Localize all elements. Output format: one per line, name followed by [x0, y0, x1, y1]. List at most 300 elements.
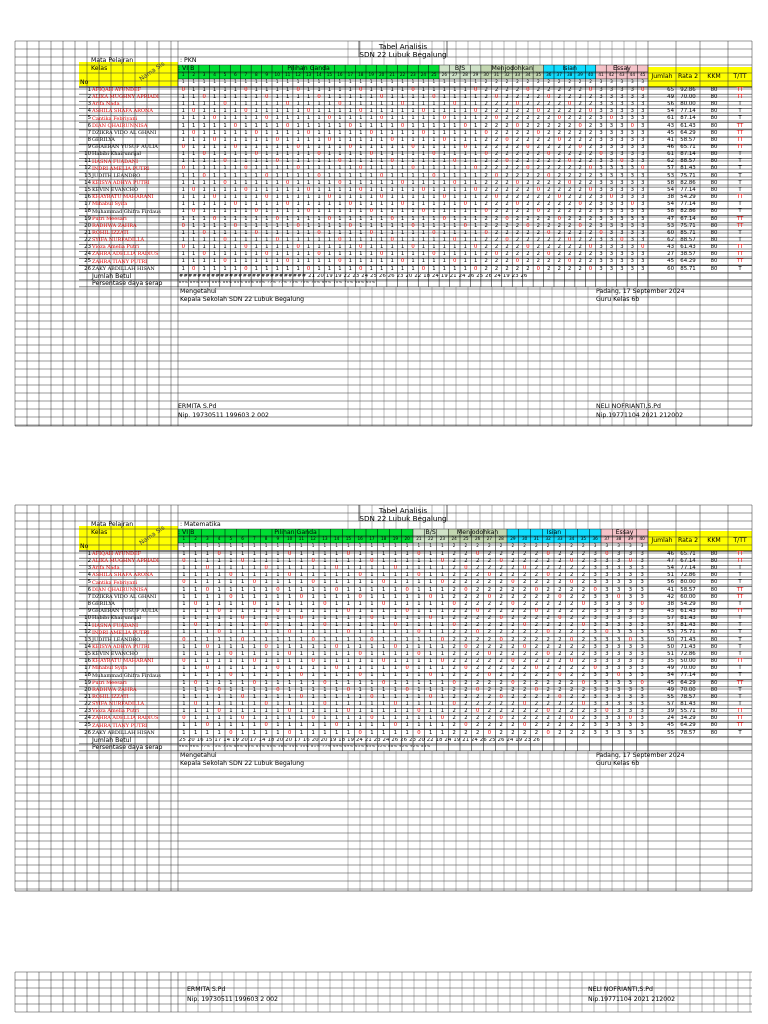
item-score: 1 [411, 122, 415, 129]
item-score: 3 [640, 665, 644, 672]
item-score: 1 [240, 722, 245, 729]
item-score: 1 [428, 557, 433, 564]
student-ket: T [738, 236, 742, 243]
item-score: 1 [223, 222, 227, 229]
item-score: 3 [641, 115, 645, 122]
item-score: 3 [630, 108, 634, 115]
mapel-label: Mata Pelajran [91, 57, 134, 64]
item-score: 1 [254, 115, 258, 122]
item-score: 1 [421, 151, 426, 158]
question-number: 24 [420, 72, 427, 77]
item-score: 2 [484, 179, 488, 186]
student-ket: TT [736, 722, 744, 729]
item-score: 1 [306, 194, 311, 201]
item-score: 1 [306, 93, 311, 100]
item-score: 1 [299, 708, 304, 715]
answer-key: 1 [206, 543, 209, 548]
item-score: 1 [306, 158, 311, 165]
item-score: 3 [609, 108, 614, 115]
item-score: 2 [558, 572, 562, 579]
item-score: 0 [205, 565, 210, 572]
item-score: 1 [380, 86, 384, 93]
item-score: 0 [411, 165, 415, 172]
item-score: 1 [338, 251, 342, 258]
item-score: 1 [405, 593, 409, 600]
item-score: 0 [334, 643, 339, 650]
item-score: 2 [464, 686, 468, 693]
item-score: 1 [244, 144, 248, 150]
item-score: 0 [405, 608, 409, 614]
item-score: 1 [417, 557, 421, 564]
item-score: 0 [381, 600, 386, 607]
item-score: 0 [475, 686, 480, 693]
item-score: 2 [505, 222, 509, 229]
item-score: 1 [411, 158, 415, 165]
question-number: 6 [234, 72, 237, 77]
item-score: 0 [616, 593, 621, 600]
item-score: 1 [306, 115, 311, 122]
item-score: 2 [475, 722, 480, 729]
item-score: 1 [276, 600, 280, 607]
item-score: 1 [306, 86, 311, 93]
item-score: 2 [588, 208, 593, 215]
item-score: 1 [217, 679, 221, 686]
item-score: 1 [217, 658, 221, 665]
item-score: 3 [641, 93, 645, 100]
item-score: 1 [405, 636, 409, 643]
answer-key: 1 [288, 543, 291, 548]
item-score: 1 [338, 186, 342, 193]
item-score: 1 [428, 708, 433, 715]
item-score: 0 [609, 194, 614, 201]
item-score: 0 [244, 86, 248, 93]
item-score: 1 [463, 101, 467, 108]
guru-kelas: Guru Kelas 6b [596, 295, 640, 303]
item-score: 0 [505, 136, 509, 143]
item-score: 1 [182, 593, 186, 600]
item-score: 0 [464, 643, 468, 650]
item-score: 1 [421, 179, 426, 186]
item-score: 1 [381, 665, 386, 672]
item-score: 1 [229, 665, 233, 672]
item-score: 1 [252, 708, 257, 715]
student-kkm: 80 [710, 251, 718, 258]
item-score: 1 [254, 179, 258, 186]
item-score: 1 [254, 108, 258, 115]
student-jumlah: 46 [667, 144, 674, 150]
item-score: 0 [453, 101, 457, 108]
item-score: 0 [287, 629, 292, 636]
item-score: 1 [233, 244, 238, 251]
item-score: 1 [334, 679, 339, 686]
question-number: 1 [181, 72, 185, 77]
item-score: 1 [442, 222, 446, 229]
item-score: 1 [205, 593, 210, 600]
student-kkm: 80 [710, 572, 718, 579]
student-ket: T [738, 693, 742, 700]
answer-key: 1 [229, 543, 233, 548]
item-score: 1 [323, 665, 327, 672]
student-rata: 87.14 [680, 151, 696, 158]
item-score: 1 [275, 122, 279, 129]
item-score: 1 [432, 108, 436, 115]
item-score: 3 [599, 172, 603, 179]
item-score: 1 [265, 179, 269, 186]
item-score: 3 [605, 586, 609, 593]
item-score: 1 [205, 615, 210, 622]
answer-key: 1 [463, 79, 467, 84]
item-score: 1 [286, 144, 290, 150]
item-score: 1 [192, 86, 196, 93]
item-score: 1 [463, 158, 467, 165]
item-score: 0 [212, 115, 217, 122]
item-score: 0 [286, 258, 290, 265]
item-score: 3 [620, 93, 624, 100]
student-kkm: 80 [710, 93, 718, 100]
item-score: 0 [494, 93, 499, 100]
item-score: 2 [484, 236, 488, 243]
answer-key: 3 [605, 543, 609, 548]
item-score: 2 [588, 151, 593, 158]
item-score: 1 [286, 208, 290, 215]
item-score: 0 [536, 108, 540, 115]
item-score: 1 [428, 586, 433, 593]
item-score: 1 [453, 251, 457, 258]
item-score: 2 [499, 565, 503, 572]
question-number: 37 [604, 536, 610, 541]
item-score: 1 [296, 201, 300, 208]
student-jumlah: 62 [667, 158, 674, 165]
item-score: 2 [484, 108, 488, 115]
item-score: 3 [616, 608, 621, 614]
item-score: 3 [599, 222, 603, 229]
item-score: 1 [338, 115, 342, 122]
item-score: 1 [182, 708, 186, 715]
item-score: 1 [348, 186, 352, 193]
kkm-header: KKM [707, 537, 721, 544]
item-score: 2 [534, 629, 539, 636]
student-jumlah: 49 [667, 686, 674, 693]
student-rata: 38.57 [680, 251, 696, 258]
item-score: 1 [202, 179, 206, 186]
item-score: 0 [440, 579, 445, 586]
student-name: Arifa Nada [92, 565, 120, 572]
item-score: 3 [628, 579, 633, 586]
item-score: 0 [432, 229, 436, 236]
item-score: 1 [252, 715, 257, 722]
item-score: 0 [359, 108, 363, 115]
item-score: 1 [338, 151, 342, 158]
item-score: 1 [299, 579, 304, 586]
student-name: Habibi Khairunrijal [92, 151, 142, 158]
student-ket: T [738, 600, 742, 607]
item-score: 1 [327, 222, 332, 229]
question-number: 39 [577, 72, 583, 77]
student-rata: 67.14 [680, 557, 696, 564]
item-score: 1 [212, 229, 217, 236]
item-score: 2 [568, 265, 572, 272]
item-score: 2 [557, 165, 561, 172]
question-number: 12 [295, 72, 301, 77]
item-score: 1 [192, 194, 196, 201]
item-score: 1 [311, 665, 315, 672]
item-score: 1 [264, 636, 268, 643]
item-score: 1 [381, 686, 386, 693]
question-number: 20 [378, 72, 385, 77]
item-score: 1 [440, 593, 445, 600]
answer-key: 1 [348, 79, 352, 84]
item-score: 1 [428, 643, 433, 650]
item-score: 1 [334, 572, 339, 579]
question-number: 13 [305, 72, 312, 77]
item-score: 2 [511, 665, 515, 672]
item-score: 3 [630, 179, 634, 186]
item-score: 2 [499, 700, 503, 707]
item-score: 0 [578, 222, 582, 229]
item-score: 1 [453, 122, 457, 129]
item-score: 1 [390, 108, 394, 115]
item-score: 1 [299, 636, 304, 643]
item-score: 1 [453, 165, 457, 172]
item-score: 2 [452, 643, 456, 650]
item-score: 2 [578, 179, 582, 186]
student-jumlah: 56 [667, 101, 674, 108]
item-score: 1 [334, 693, 339, 700]
item-score: 3 [599, 265, 603, 272]
item-score: 1 [181, 136, 185, 143]
answer-key: 3 [617, 543, 620, 548]
item-score: 2 [505, 194, 509, 201]
item-score: 1 [369, 201, 373, 208]
item-score: 1 [217, 665, 221, 672]
student-name: Muhammad Ghifra Firdaus [92, 672, 161, 679]
item-score: 1 [400, 158, 405, 165]
student-name: RADHWA ZAHRA [92, 686, 137, 693]
item-score: 0 [217, 708, 221, 715]
item-score: 3 [605, 722, 609, 729]
student-kkm: 80 [710, 129, 718, 136]
item-score: 0 [380, 251, 384, 258]
item-score: 1 [275, 172, 279, 179]
item-score: 2 [515, 93, 520, 100]
question-number: 20 [404, 536, 410, 541]
item-score: 0 [229, 672, 233, 679]
student-ket: T [738, 643, 742, 650]
item-score: 1 [453, 215, 457, 222]
item-score: 2 [588, 101, 593, 108]
student-ket: T [738, 151, 742, 158]
item-score: 1 [393, 715, 398, 722]
item-score: 2 [499, 572, 503, 579]
item-score: 1 [244, 115, 248, 122]
item-score: 1 [400, 229, 405, 236]
item-score: 1 [421, 201, 426, 208]
item-score: 1 [299, 650, 304, 657]
item-score: 0 [346, 550, 351, 557]
item-score: 1 [432, 122, 436, 129]
item-score: 0 [526, 144, 530, 150]
item-score: 2 [452, 615, 456, 622]
question-number: 22 [427, 536, 434, 541]
student-ket: T [738, 636, 742, 643]
item-score: 0 [578, 122, 582, 129]
item-score: 0 [464, 665, 468, 672]
item-score: 2 [578, 108, 582, 115]
answer-key: 2 [452, 543, 456, 548]
student-no: 21 [84, 693, 91, 700]
student-name: ALIKA MUGHNY APRIADI [92, 558, 159, 565]
question-number: 5 [223, 72, 227, 77]
student-name: ZAHRA ADELLIA RADIUS [92, 251, 159, 258]
item-score: 1 [296, 172, 300, 179]
item-score: 1 [346, 715, 351, 722]
answer-key: 1 [286, 79, 289, 84]
item-score: 1 [276, 629, 280, 636]
item-score: 2 [499, 679, 503, 686]
item-score: 1 [381, 629, 386, 636]
item-score: 1 [411, 108, 415, 115]
item-score: 0 [628, 557, 633, 564]
item-score: 0 [581, 600, 586, 607]
item-score: 2 [588, 93, 593, 100]
item-score: 1 [358, 615, 362, 622]
item-score: 1 [440, 700, 445, 707]
item-score: 2 [558, 679, 562, 686]
item-score: 1 [381, 557, 386, 564]
student-no: 3 [87, 565, 91, 572]
item-score: 2 [505, 144, 509, 150]
item-score: 3 [641, 251, 645, 258]
item-score: 2 [499, 600, 503, 607]
item-score: 1 [244, 215, 248, 222]
item-score: 3 [630, 208, 634, 215]
item-score: 1 [205, 629, 210, 636]
item-score: 1 [286, 93, 290, 100]
item-score: 0 [323, 679, 327, 686]
item-score: 2 [568, 186, 572, 193]
item-score: 1 [182, 679, 186, 686]
question-number: 11 [284, 72, 291, 77]
item-score: 1 [244, 236, 248, 243]
item-score: 1 [311, 650, 315, 657]
item-score: 2 [499, 643, 503, 650]
item-score: 1 [229, 565, 233, 572]
item-score: 0 [628, 715, 633, 722]
item-score: 2 [511, 650, 515, 657]
item-score: 1 [370, 579, 374, 586]
question-number: 21 [389, 72, 395, 77]
item-score: 3 [628, 600, 633, 607]
item-score: 0 [557, 136, 561, 143]
student-no: 5 [87, 579, 91, 586]
item-score: 1 [205, 693, 210, 700]
item-score: 2 [557, 236, 561, 243]
item-score: 1 [417, 672, 421, 679]
student-name: AFIQAH AYUNDEF [92, 87, 142, 93]
item-score: 1 [287, 679, 292, 686]
item-score: 1 [192, 151, 196, 158]
item-score: 3 [616, 586, 621, 593]
student-jumlah: 57 [667, 165, 674, 172]
item-score: 3 [641, 172, 645, 179]
guru-nama-2: NELI NOFRIANTI,S.Pd [588, 986, 653, 993]
item-score: 1 [380, 201, 384, 208]
item-score: 0 [192, 108, 196, 115]
item-score: 3 [616, 665, 621, 672]
student-rata: 77.14 [680, 565, 696, 572]
item-score: 3 [628, 608, 633, 614]
student-no: 16 [84, 194, 91, 201]
item-score: 3 [605, 658, 609, 665]
item-score: 1 [369, 186, 373, 193]
item-score: 0 [499, 615, 503, 622]
item-score: 2 [522, 600, 527, 607]
item-score: 1 [276, 672, 280, 679]
item-score: 1 [417, 686, 421, 693]
item-score: 1 [311, 608, 315, 614]
item-score: 1 [440, 672, 445, 679]
item-score: 1 [229, 550, 233, 557]
item-score: 1 [264, 679, 268, 686]
item-score: 2 [557, 229, 561, 236]
item-score: 3 [609, 251, 614, 258]
item-score: 1 [306, 172, 311, 179]
item-score: 0 [240, 557, 245, 564]
answer-key: 2 [505, 79, 509, 84]
item-score: 1 [411, 215, 415, 222]
item-score: 1 [264, 586, 268, 593]
item-score: 1 [240, 650, 245, 657]
nama-siswa-header: Nama Sis [138, 60, 167, 83]
item-score: 1 [432, 244, 436, 251]
item-score: 1 [400, 244, 405, 251]
item-score: 1 [193, 708, 198, 715]
item-score: 0 [334, 722, 339, 729]
item-score: 2 [487, 608, 492, 614]
item-score: 1 [417, 608, 421, 614]
item-score: 1 [233, 215, 238, 222]
item-score: 1 [275, 258, 279, 265]
item-score: 2 [558, 586, 562, 593]
item-score: 2 [588, 129, 593, 136]
item-score: 1 [287, 557, 292, 564]
item-score: 1 [317, 215, 321, 222]
item-score: 0 [390, 158, 394, 165]
item-score: 2 [511, 700, 515, 707]
item-score: 1 [193, 665, 198, 672]
item-score: 2 [484, 165, 488, 172]
item-score: 1 [327, 108, 332, 115]
item-score: 1 [370, 729, 374, 736]
item-score: 1 [421, 93, 426, 100]
item-score: 1 [428, 629, 433, 636]
student-rata: 61.43 [680, 608, 696, 614]
item-score: 1 [205, 550, 210, 557]
item-score: 3 [599, 236, 603, 243]
student-jumlah: 53 [667, 172, 674, 179]
item-score: 0 [296, 222, 300, 229]
item-score: 1 [474, 122, 478, 129]
item-score: 1 [223, 172, 227, 179]
item-score: 2 [588, 258, 593, 265]
question-number: 32 [545, 536, 551, 541]
item-score: 1 [358, 608, 362, 614]
item-score: 1 [276, 550, 280, 557]
student-rata: 88.57 [680, 158, 696, 165]
item-score: 2 [464, 593, 468, 600]
item-score: 2 [526, 186, 530, 193]
item-score: 1 [393, 693, 398, 700]
